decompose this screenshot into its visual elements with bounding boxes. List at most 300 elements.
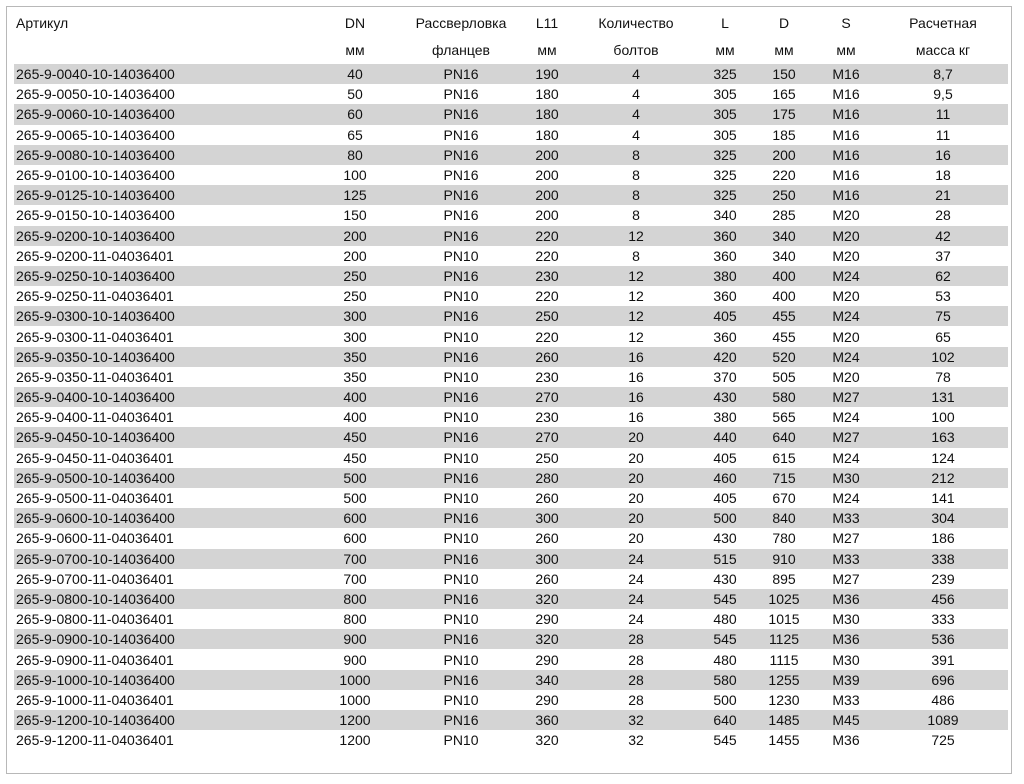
- table-row: [14, 629, 1008, 649]
- cell-dn: 300: [306, 306, 404, 326]
- col-unit-s: мм: [836, 42, 856, 58]
- cell-l: 405: [696, 306, 754, 326]
- table-row: [14, 569, 1008, 589]
- cell-l: 380: [713, 409, 737, 426]
- cell-bolt-count: 12: [628, 288, 644, 305]
- cell-l11: 260: [535, 530, 559, 547]
- cell-drilling: PN10: [443, 449, 479, 466]
- cell-l: 305: [713, 126, 737, 143]
- col-unit-article: [14, 36, 306, 64]
- cell-l11: 320: [518, 629, 576, 649]
- cell-s: M24: [814, 266, 878, 286]
- cell-l11: 270: [518, 427, 576, 447]
- cell-d: 340: [772, 247, 796, 264]
- cell-d: 640: [754, 427, 814, 447]
- cell-l11: 200: [518, 145, 576, 165]
- cell-s: M16: [814, 64, 878, 84]
- cell-bolt-count: 20: [576, 468, 696, 488]
- cell-mass: 486: [931, 691, 955, 708]
- col-header-bolt-count: Количество: [598, 15, 674, 31]
- cell-l11: 200: [535, 167, 559, 184]
- cell-mass: 53: [935, 288, 951, 305]
- cell-bolt-count: 8: [576, 145, 696, 165]
- cell-s: M24: [814, 306, 878, 326]
- cell-s: M24: [832, 449, 860, 466]
- cell-bolt-count: 8: [632, 167, 640, 184]
- col-header-s: S: [841, 15, 851, 31]
- cell-mass: 102: [878, 347, 1008, 367]
- cell-article: 265-9-0300-11-04036401: [16, 328, 174, 345]
- cell-d: 220: [772, 167, 796, 184]
- col-header-d: D: [778, 15, 790, 31]
- col-header-article: Артикул: [16, 15, 69, 31]
- cell-article: 265-9-1000-11-04036401: [16, 691, 174, 708]
- cell-drilling: PN16: [404, 185, 518, 205]
- cell-l: 325: [713, 167, 737, 184]
- cell-bolt-count: 4: [632, 126, 640, 143]
- cell-mass: 78: [935, 368, 951, 385]
- cell-article: 265-9-0450-10-14036400: [14, 427, 306, 447]
- cell-s: M36: [814, 629, 878, 649]
- cell-bolt-count: 32: [628, 732, 644, 749]
- cell-d: 1025: [754, 589, 814, 609]
- cell-drilling: PN16: [404, 387, 518, 407]
- table-row: [14, 185, 1008, 205]
- cell-s: M20: [832, 207, 860, 224]
- cell-dn: 150: [343, 207, 367, 224]
- cell-article: 265-9-0350-10-14036400: [14, 347, 306, 367]
- cell-dn: 300: [343, 328, 367, 345]
- cell-l11: 230: [535, 409, 559, 426]
- cell-bolt-count: 28: [576, 670, 696, 690]
- cell-article: 265-9-0900-11-04036401: [16, 651, 174, 668]
- cell-dn: 500: [343, 490, 367, 507]
- cell-dn: 800: [343, 611, 367, 628]
- col-unit-l: мм: [715, 42, 735, 58]
- header-title-row: [14, 10, 1008, 36]
- table-row: [14, 549, 1008, 569]
- table-row: [14, 367, 1008, 387]
- cell-drilling: PN10: [443, 611, 479, 628]
- cell-bolt-count: 12: [576, 306, 696, 326]
- cell-l11: 320: [518, 589, 576, 609]
- cell-l11: 230: [535, 368, 559, 385]
- cell-dn: 450: [343, 449, 367, 466]
- cell-bolt-count: 28: [628, 651, 644, 668]
- cell-drilling: PN10: [443, 409, 479, 426]
- cell-l11: 290: [535, 651, 559, 668]
- cell-bolt-count: 28: [628, 691, 644, 708]
- cell-l: 305: [696, 104, 754, 124]
- cell-l: 430: [713, 570, 737, 587]
- cell-article: 265-9-0350-11-04036401: [16, 368, 174, 385]
- cell-bolt-count: 4: [576, 104, 696, 124]
- cell-article: 265-9-0065-10-14036400: [16, 126, 175, 143]
- cell-l11: 320: [535, 732, 559, 749]
- cell-s: M16: [832, 86, 860, 103]
- cell-s: M27: [832, 530, 860, 547]
- cell-s: M16: [814, 185, 878, 205]
- table-row: [14, 246, 1008, 266]
- cell-dn: 100: [343, 167, 367, 184]
- table-row: [14, 165, 1008, 185]
- cell-dn: 1000: [306, 670, 404, 690]
- cell-drilling: PN16: [404, 266, 518, 286]
- cell-article: 265-9-0800-10-14036400: [14, 589, 306, 609]
- cell-drilling: PN16: [443, 126, 479, 143]
- table-row: [14, 609, 1008, 629]
- cell-bolt-count: 20: [628, 530, 644, 547]
- cell-drilling: PN10: [443, 490, 479, 507]
- cell-drilling: PN16: [404, 629, 518, 649]
- cell-drilling: PN16: [443, 167, 479, 184]
- cell-l: 515: [696, 549, 754, 569]
- table-row: [14, 508, 1008, 528]
- cell-d: 840: [754, 508, 814, 528]
- cell-s: M30: [832, 611, 860, 628]
- cell-drilling: PN16: [443, 207, 479, 224]
- cell-mass: 186: [931, 530, 955, 547]
- cell-drilling: PN16: [404, 226, 518, 246]
- cell-bolt-count: 32: [576, 710, 696, 730]
- table-row: [14, 670, 1008, 690]
- cell-d: 780: [772, 530, 796, 547]
- cell-d: 580: [754, 387, 814, 407]
- cell-article: 265-9-0060-10-14036400: [14, 104, 306, 124]
- cell-article: 265-9-0700-11-04036401: [16, 570, 174, 587]
- cell-l: 480: [713, 611, 737, 628]
- cell-article: 265-9-0700-10-14036400: [14, 549, 306, 569]
- cell-l: 430: [696, 387, 754, 407]
- cell-l: 420: [696, 347, 754, 367]
- cell-article: 265-9-0250-10-14036400: [14, 266, 306, 286]
- cell-d: 200: [754, 145, 814, 165]
- cell-l: 640: [696, 710, 754, 730]
- cell-l: 545: [713, 732, 737, 749]
- cell-bolt-count: 12: [576, 266, 696, 286]
- cell-l11: 280: [518, 468, 576, 488]
- cell-mass: 163: [878, 427, 1008, 447]
- cell-l: 405: [713, 490, 737, 507]
- cell-drilling: PN10: [443, 691, 479, 708]
- table-row: [14, 347, 1008, 367]
- cell-article: 265-9-0050-10-14036400: [16, 86, 175, 103]
- cell-dn: 125: [306, 185, 404, 205]
- cell-l: 460: [696, 468, 754, 488]
- cell-bolt-count: 24: [628, 611, 644, 628]
- cell-l11: 180: [535, 86, 559, 103]
- table-row: [14, 690, 1008, 710]
- cell-s: M30: [814, 468, 878, 488]
- cell-mass: 212: [878, 468, 1008, 488]
- cell-l: 360: [713, 288, 737, 305]
- cell-article: 265-9-0200-10-14036400: [14, 226, 306, 246]
- cell-l: 340: [713, 207, 737, 224]
- cell-article: 265-9-0125-10-14036400: [14, 185, 306, 205]
- cell-l11: 340: [518, 670, 576, 690]
- cell-d: 165: [772, 86, 796, 103]
- cell-l: 325: [696, 145, 754, 165]
- cell-bolt-count: 12: [576, 226, 696, 246]
- cell-mass: 725: [931, 732, 955, 749]
- cell-bolt-count: 24: [628, 570, 644, 587]
- cell-d: 1230: [768, 691, 800, 708]
- table-row: [14, 125, 1008, 145]
- cell-mass: 37: [935, 247, 951, 264]
- cell-d: 285: [772, 207, 796, 224]
- col-unit-dn: мм: [345, 42, 365, 58]
- col-header-drilling: Рассверловка: [415, 15, 507, 31]
- cell-article: 265-9-0250-11-04036401: [16, 288, 174, 305]
- cell-l11: 220: [518, 226, 576, 246]
- cell-s: M30: [832, 651, 860, 668]
- cell-l: 325: [696, 64, 754, 84]
- cell-s: M20: [814, 226, 878, 246]
- table-row: [14, 145, 1008, 165]
- cell-dn: 600: [343, 530, 367, 547]
- cell-drilling: PN16: [404, 347, 518, 367]
- cell-s: M16: [832, 126, 860, 143]
- cell-d: 910: [754, 549, 814, 569]
- cell-mass: 100: [931, 409, 955, 426]
- cell-bolt-count: 16: [576, 347, 696, 367]
- cell-s: M33: [814, 508, 878, 528]
- cell-dn: 600: [306, 508, 404, 528]
- cell-l: 360: [696, 226, 754, 246]
- cell-l: 325: [696, 185, 754, 205]
- cell-s: M39: [814, 670, 878, 690]
- table-row: [14, 589, 1008, 609]
- cell-article: 265-9-0100-10-14036400: [16, 167, 175, 184]
- cell-bolt-count: 20: [576, 427, 696, 447]
- cell-article: 265-9-1200-11-04036401: [16, 732, 174, 749]
- cell-drilling: PN16: [404, 306, 518, 326]
- col-header-l11: L11: [535, 15, 559, 31]
- table-row: [14, 326, 1008, 346]
- cell-l: 360: [713, 247, 737, 264]
- cell-s: M20: [832, 368, 860, 385]
- cell-s: M33: [814, 549, 878, 569]
- cell-s: M27: [814, 427, 878, 447]
- cell-d: 1015: [768, 611, 800, 628]
- spec-table: [14, 10, 1008, 750]
- cell-dn: 65: [347, 126, 363, 143]
- table-header: [14, 10, 1008, 64]
- cell-d: 895: [772, 570, 796, 587]
- cell-mass: 65: [935, 328, 951, 345]
- cell-l11: 260: [518, 347, 576, 367]
- cell-s: M20: [832, 328, 860, 345]
- cell-drilling: PN16: [404, 508, 518, 528]
- col-unit-mass: масса кг: [915, 42, 971, 58]
- cell-l11: 360: [518, 710, 576, 730]
- cell-mass: 11: [878, 104, 1008, 124]
- cell-s: M16: [814, 104, 878, 124]
- cell-l11: 200: [535, 207, 559, 224]
- cell-d: 1455: [768, 732, 800, 749]
- cell-d: 175: [754, 104, 814, 124]
- cell-drilling: PN16: [404, 670, 518, 690]
- cell-article: 265-9-0900-10-14036400: [14, 629, 306, 649]
- cell-mass: 338: [878, 549, 1008, 569]
- cell-l: 480: [713, 651, 737, 668]
- cell-d: 1115: [769, 651, 799, 668]
- cell-drilling: PN16: [404, 427, 518, 447]
- cell-mass: 9,5: [933, 86, 953, 103]
- cell-drilling: PN10: [443, 288, 479, 305]
- cell-s: M45: [814, 710, 878, 730]
- cell-mass: 11: [935, 126, 951, 143]
- cell-l: 545: [696, 629, 754, 649]
- cell-d: 150: [754, 64, 814, 84]
- cell-s: M27: [832, 570, 860, 587]
- table-row: [14, 730, 1008, 750]
- cell-bolt-count: 12: [628, 328, 644, 345]
- cell-mass: 536: [878, 629, 1008, 649]
- cell-l11: 270: [518, 387, 576, 407]
- cell-s: M20: [832, 247, 860, 264]
- cell-l: 405: [713, 449, 737, 466]
- cell-mass: 696: [878, 670, 1008, 690]
- cell-dn: 400: [343, 409, 367, 426]
- cell-d: 505: [772, 368, 796, 385]
- cell-dn: 40: [306, 64, 404, 84]
- cell-l11: 230: [518, 266, 576, 286]
- cell-l11: 260: [535, 570, 559, 587]
- cell-drilling: PN16: [404, 104, 518, 124]
- cell-drilling: PN16: [404, 145, 518, 165]
- cell-d: 400: [772, 288, 796, 305]
- cell-bolt-count: 16: [628, 368, 644, 385]
- cell-drilling: PN16: [404, 64, 518, 84]
- cell-l11: 290: [535, 611, 559, 628]
- cell-bolt-count: 8: [576, 185, 696, 205]
- cell-bolt-count: 8: [632, 207, 640, 224]
- cell-dn: 350: [306, 347, 404, 367]
- cell-mass: 391: [931, 651, 955, 668]
- cell-article: 265-9-0400-10-14036400: [14, 387, 306, 407]
- cell-dn: 1000: [339, 691, 371, 708]
- cell-l: 545: [696, 589, 754, 609]
- cell-l11: 300: [518, 508, 576, 528]
- table-row: [14, 407, 1008, 427]
- table-row: [14, 448, 1008, 468]
- cell-l: 500: [713, 691, 737, 708]
- cell-dn: 350: [343, 368, 367, 385]
- table-row: [14, 205, 1008, 225]
- cell-mass: 333: [931, 611, 955, 628]
- cell-drilling: PN10: [443, 570, 479, 587]
- cell-article: 265-9-0200-11-04036401: [16, 247, 174, 264]
- cell-dn: 800: [306, 589, 404, 609]
- cell-dn: 200: [306, 226, 404, 246]
- cell-article: 265-9-0450-11-04036401: [16, 449, 174, 466]
- cell-dn: 900: [306, 629, 404, 649]
- cell-s: M24: [814, 347, 878, 367]
- cell-s: M16: [832, 167, 860, 184]
- table-row: [14, 488, 1008, 508]
- cell-dn: 400: [306, 387, 404, 407]
- cell-d: 340: [754, 226, 814, 246]
- cell-drilling: PN16: [404, 710, 518, 730]
- cell-l: 360: [713, 328, 737, 345]
- cell-article: 265-9-0040-10-14036400: [14, 64, 306, 84]
- cell-s: M16: [814, 145, 878, 165]
- cell-l11: 180: [518, 104, 576, 124]
- cell-dn: 450: [306, 427, 404, 447]
- cell-drilling: PN10: [443, 328, 479, 345]
- cell-d: 455: [754, 306, 814, 326]
- cell-bolt-count: 20: [576, 508, 696, 528]
- cell-l: 430: [713, 530, 737, 547]
- cell-mass: 75: [878, 306, 1008, 326]
- cell-bolt-count: 16: [628, 409, 644, 426]
- cell-drilling: PN16: [443, 86, 479, 103]
- table-row: [14, 387, 1008, 407]
- cell-bolt-count: 28: [576, 629, 696, 649]
- cell-mass: 28: [935, 207, 951, 224]
- cell-mass: 18: [935, 167, 951, 184]
- cell-dn: 700: [343, 570, 367, 587]
- cell-mass: 239: [931, 570, 955, 587]
- cell-drilling: PN10: [443, 247, 479, 264]
- cell-article: 265-9-0600-11-04036401: [16, 530, 174, 547]
- cell-article: 265-9-0500-10-14036400: [14, 468, 306, 488]
- cell-bolt-count: 24: [576, 549, 696, 569]
- cell-drilling: PN10: [443, 530, 479, 547]
- cell-mass: 141: [931, 490, 955, 507]
- cell-l11: 220: [535, 247, 559, 264]
- cell-dn: 60: [306, 104, 404, 124]
- cell-l: 370: [713, 368, 737, 385]
- cell-mass: 131: [878, 387, 1008, 407]
- cell-d: 615: [772, 449, 796, 466]
- table-row: [14, 427, 1008, 447]
- col-unit-drilling: фланцев: [432, 42, 490, 58]
- cell-mass: 16: [878, 145, 1008, 165]
- table-row: [14, 468, 1008, 488]
- table-row: [14, 104, 1008, 124]
- cell-bolt-count: 4: [576, 64, 696, 84]
- cell-article: 265-9-1000-10-14036400: [14, 670, 306, 690]
- cell-l: 500: [696, 508, 754, 528]
- cell-d: 1485: [754, 710, 814, 730]
- table-row: [14, 528, 1008, 548]
- cell-d: 455: [772, 328, 796, 345]
- table-row: [14, 226, 1008, 246]
- table-row: [14, 84, 1008, 104]
- cell-dn: 700: [306, 549, 404, 569]
- cell-article: 265-9-0500-11-04036401: [16, 490, 174, 507]
- cell-mass: 42: [878, 226, 1008, 246]
- cell-s: M27: [814, 387, 878, 407]
- cell-article: 265-9-0400-11-04036401: [16, 409, 174, 426]
- cell-bolt-count: 20: [628, 490, 644, 507]
- cell-l11: 300: [518, 549, 576, 569]
- cell-dn: 200: [343, 247, 367, 264]
- cell-article: 265-9-0600-10-14036400: [14, 508, 306, 528]
- cell-s: M20: [832, 288, 860, 305]
- cell-s: M24: [832, 409, 860, 426]
- cell-mass: 456: [878, 589, 1008, 609]
- cell-drilling: PN10: [443, 651, 479, 668]
- cell-d: 250: [754, 185, 814, 205]
- cell-d: 565: [772, 409, 796, 426]
- cell-l: 380: [696, 266, 754, 286]
- cell-l11: 260: [535, 490, 559, 507]
- cell-s: M24: [832, 490, 860, 507]
- cell-dn: 1200: [306, 710, 404, 730]
